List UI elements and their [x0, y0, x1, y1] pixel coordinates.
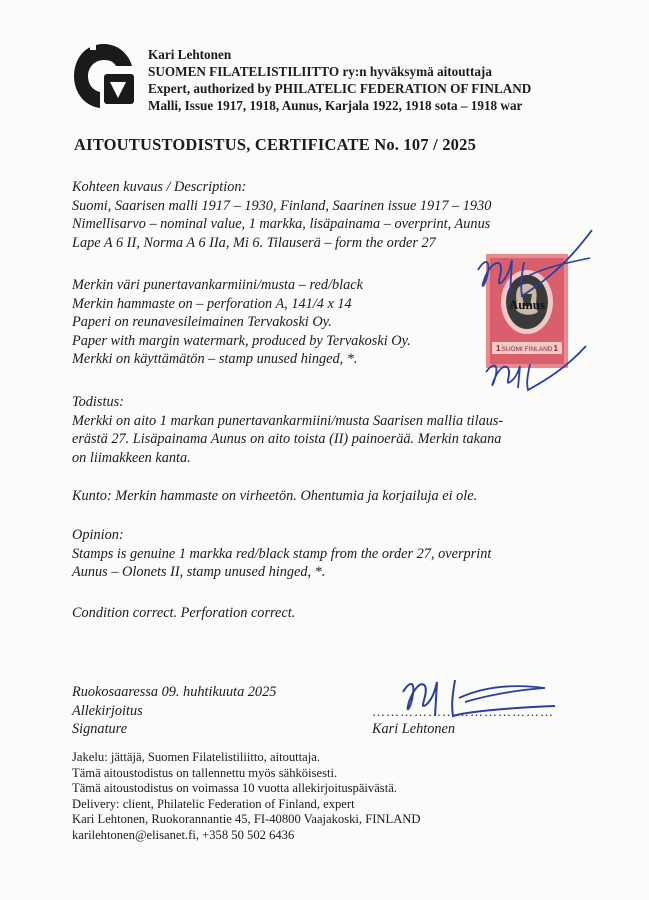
condition-en	[72, 604, 295, 623]
footer-line: Jakelu: jättäjä, Suomen Filatelistiliitto, aitouttaja.	[72, 750, 320, 764]
header-authorization-fi: SUOMEN FILATELISTILIITTO ry:n hyväksymä aitouttaja	[148, 64, 492, 79]
condition-fi-text: Kunto: Merkin hammaste on virheetön. Ohentumia ja korjailuja ei ole.	[72, 488, 478, 504]
condition-en-text: Condition correct. Perforation correct.	[72, 605, 296, 621]
place-date: Ruokosaaressa 09. huhtikuuta 2025	[72, 684, 277, 700]
property-line: Paperi on reunavesileimainen Tervakoski Oy.	[72, 314, 332, 330]
footer-line: Tämä aitoustodistus on tallennettu myös sähköisesti.	[72, 765, 338, 780]
description-line: Suomi, Saarisen malli 1917 – 1930, Finland, Saarinen issue 1917 – 1930	[72, 197, 492, 214]
opinion-heading: Opinion:	[72, 527, 124, 543]
opinion-line: Aunus – Olonets II, stamp unused hinged, *.	[72, 564, 326, 580]
signature-label-en: Signature	[72, 721, 128, 737]
property-line: Merkin hammaste on – perforation A, 141/4 x 14	[72, 295, 352, 312]
distribution-footer	[72, 750, 420, 843]
description-line: Nimellisarvo – nominal value, 1 markka, lisäpainama – overprint, Aunus	[72, 216, 491, 232]
condition-fi	[72, 487, 477, 506]
expert-header	[148, 46, 531, 114]
footer-contact: karilehtonen@elisanet.fi, +358 50 502 6436	[72, 827, 295, 842]
stamp-value-right: 1	[553, 344, 558, 353]
stamp-overprint: Aunus	[508, 297, 546, 312]
postage-stamp-image	[484, 252, 570, 370]
header-issues: Malli, Issue 1917, 1918, Aunus, Karjala 1922, 1918 sota – 1918 war	[148, 98, 523, 113]
stamp-value-left: 1	[496, 344, 501, 353]
property-line: Merkin väri punertavankarmiini/musta – red/black	[72, 277, 363, 293]
footer-line: Tämä aitoustodistus on voimassa 10 vuotta allekirjoituspäivästä.	[72, 781, 397, 795]
footer-line: Kari Lehtonen, Ruokorannantie 45, FI-40800 Vaajakoski, FINLAND	[72, 812, 421, 826]
opinion-section	[72, 526, 572, 582]
expert-name: Kari Lehtonen	[148, 47, 232, 62]
opinion-line: Stamps is genuine 1 markka red/black stamp from the order 27, overprint	[72, 545, 492, 562]
todistus-heading: Todistus:	[72, 394, 124, 410]
description-line: Lape A 6 II, Norma A 6 IIa, Mi 6. Tilauserä – form the order 27	[72, 234, 436, 251]
todistus-line: Merkki on aito 1 markan punertavankarmiini/musta Saarisen mallia tilaus-	[72, 412, 504, 429]
description-heading: Kohteen kuvaus / Description:	[72, 179, 247, 195]
footer-line: Delivery: client, Philatelic Federation of Finland, expert	[72, 796, 355, 811]
property-line: Merkki on käyttämätön – stamp unused hinged, *.	[72, 351, 358, 367]
property-line: Paper with margin watermark, produced by Tervakoski Oy.	[72, 332, 411, 349]
signature-label-fi: Allekirjoitus	[72, 702, 143, 719]
certificate-title: AITOUTUSTODISTUS, CERTIFICATE No. 107 / 2025	[74, 135, 477, 154]
signature-line: …………………………………	[372, 704, 554, 719]
todistus-line: on liimakkeen kanta.	[72, 449, 191, 466]
properties-section	[72, 276, 411, 369]
philatelic-federation-logo	[70, 40, 138, 112]
todistus-line: erästä 27. Lisäpainama Aunus on aito toista (II) painoerää. Merkin takana	[72, 431, 502, 447]
todistus-section	[72, 393, 562, 467]
signer-name: Kari Lehtonen	[372, 721, 456, 737]
signature-labels	[72, 683, 276, 739]
header-authorization-en: Expert, authorized by PHILATELIC FEDERATION OF FINLAND	[148, 81, 532, 96]
stamp-country-text: SUOMI FINLAND	[501, 346, 553, 353]
description-section	[72, 178, 592, 252]
